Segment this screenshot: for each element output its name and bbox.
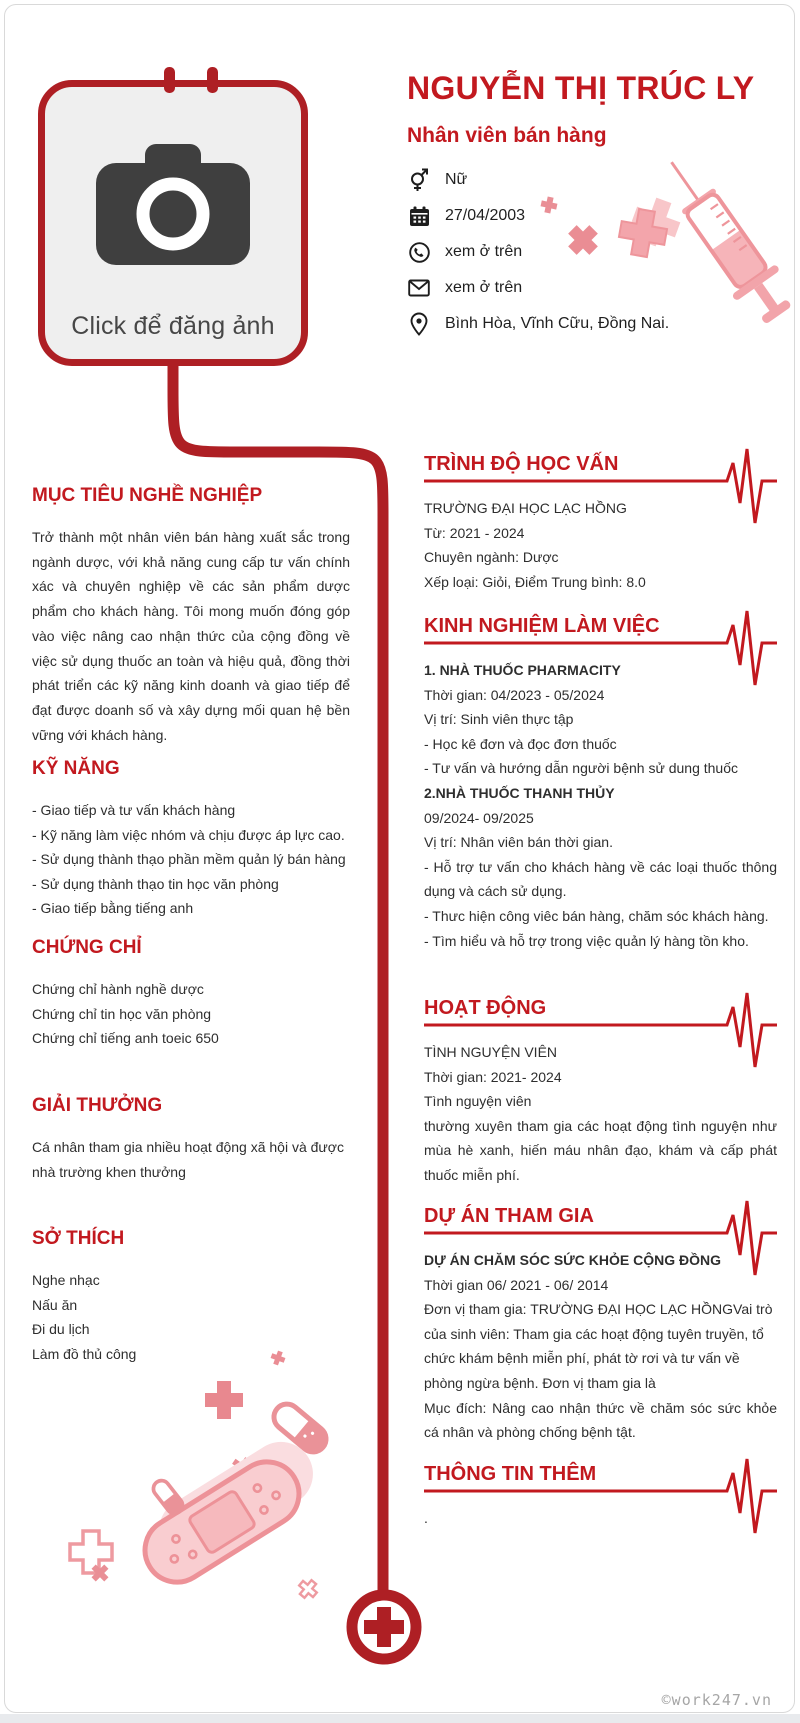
list-item: - Giao tiếp bằng tiếng anh bbox=[32, 900, 194, 916]
contact-phone: xem ở trên bbox=[408, 240, 669, 264]
list-item: Chứng chỉ tiếng anh toeic 650 bbox=[32, 1030, 219, 1046]
section-heading: DỰ ÁN THAM GIA bbox=[424, 1205, 594, 1227]
hobbies-list bbox=[32, 1268, 350, 1366]
section-experience bbox=[424, 614, 777, 953]
phone-icon bbox=[408, 240, 430, 264]
list-item: - Sử dụng thành thạo phần mềm quản lý bán hàng bbox=[32, 851, 346, 867]
certificates-list bbox=[32, 977, 350, 1051]
awards-text: Cá nhân tham gia nhiều hoạt động xã hội và được nhà trường khen thưởng bbox=[32, 1139, 344, 1180]
bag-tab bbox=[164, 67, 175, 93]
section-heading: GIẢI THƯỞNG bbox=[32, 1095, 163, 1116]
additional-text: . bbox=[424, 1510, 428, 1526]
project-purpose: Mục đích: Nâng cao nhận thức về chăm sóc sức khỏe cá nhân và phòng chống bệnh tật. bbox=[424, 1399, 777, 1441]
list-item: Làm đồ thủ công bbox=[32, 1345, 137, 1362]
list-item: - Kỹ năng làm việc nhóm và chịu được áp lực cao. bbox=[32, 826, 345, 843]
bag-tab bbox=[207, 67, 218, 93]
experience-line: Vị trí: Sinh viên thực tập bbox=[424, 711, 574, 728]
list-item: Chứng chỉ tin học văn phòng bbox=[32, 1005, 212, 1022]
experience-line: Thời gian: 04/2023 - 05/2024 bbox=[424, 686, 605, 703]
experience-title: 2.NHÀ THUỐC THANH THỦY bbox=[424, 784, 615, 801]
section-objective bbox=[32, 484, 350, 747]
section-skills bbox=[32, 757, 350, 921]
section-awards bbox=[32, 1094, 350, 1184]
activity-text: thường xuyên tham gia các hoạt động tình nguyện như mùa hè xanh, hiến máu nhân đạo, khám và cấp phát thuốc miễn phí. bbox=[424, 1117, 777, 1184]
education-major: Chuyên ngành: Dược bbox=[424, 549, 559, 566]
section-certificates bbox=[32, 936, 350, 1051]
ekg-line bbox=[424, 1195, 777, 1285]
activity-org: TÌNH NGUYỆN VIÊN bbox=[424, 1044, 558, 1060]
bottom-strip bbox=[0, 1714, 800, 1723]
contact-birthday: 27/04/2003 bbox=[408, 204, 669, 228]
education-time: Từ: 2021 - 2024 bbox=[424, 524, 525, 541]
section-additional bbox=[424, 1462, 777, 1531]
experience-line: - Tìm hiểu và hỗ trợ trong việc quản lý hàng tồn kho. bbox=[424, 932, 749, 949]
watermark: ©work247.vn bbox=[661, 1691, 772, 1709]
contact-list bbox=[408, 168, 669, 336]
education-school: TRƯỜNG ĐẠI HỌC LẠC HỒNG bbox=[424, 500, 627, 516]
camera-icon bbox=[88, 135, 258, 270]
list-item: Nấu ăn bbox=[32, 1296, 78, 1313]
project-time: Thời gian 06/ 2021 - 06/ 2014 bbox=[424, 1276, 609, 1293]
section-heading: KINH NGHIỆM LÀM VIỆC bbox=[424, 615, 660, 637]
experience-line: 09/2024- 09/2025 bbox=[424, 809, 534, 826]
skills-list bbox=[32, 798, 350, 921]
job-title: Nhân viên bán hàng bbox=[407, 124, 607, 147]
list-item: - Sử dụng thành thạo tin học văn phòng bbox=[32, 875, 279, 892]
project-body: Đơn vị tham gia: TRƯỜNG ĐẠI HỌC LẠC HỒNGVai trò của sinh viên: Tham gia các hoạt động tuyên truyền, tổ chức khám bệnh miễn phí, phát tờ rơi và tư vấn về phòng ngừa bệnh. Đơn vị tham gia là bbox=[424, 1301, 773, 1391]
contact-gender: Nữ bbox=[408, 168, 669, 192]
list-item: Nghe nhạc bbox=[32, 1272, 100, 1288]
section-heading: KỸ NĂNG bbox=[32, 758, 120, 779]
ekg-line bbox=[424, 443, 777, 533]
objective-text: Trở thành một nhân viên bán hàng xuất sắc trong ngành dược, với khả năng cung cấp tư vấn chính xác và chuyên nghiệp về các sản phẩm dược phẩm cho khách hàng. Tôi mong muốn đóng góp vào việc nâng cao nhận thức của cộng đồng về việc sử dụng thuốc an toàn và hiệu quả, đồng thời phát triển các kỹ năng kinh doanh và giao tiếp để đạt được doanh số và xây dựng mối quan hệ bền vững với khách hàng. bbox=[32, 529, 350, 743]
section-heading: CHỨNG CHỈ bbox=[32, 937, 142, 958]
experience-line: - Thưc hiện công viêc bán hàng, chăm sóc khách hàng. bbox=[424, 907, 769, 924]
project-title: DỰ ÁN CHĂM SÓC SỨC KHỎE CỘNG ĐỒNG bbox=[424, 1252, 722, 1268]
contact-address: Bình Hòa, Vĩnh Cữu, Đồng Nai. bbox=[408, 312, 669, 336]
candidate-name: NGUYỄN THỊ TRÚC LY bbox=[407, 70, 755, 106]
list-item: Đi du lịch bbox=[32, 1321, 90, 1337]
activity-role: Tình nguyện viên bbox=[424, 1093, 532, 1110]
experience-line: - Học kê đơn và đọc đơn thuốc bbox=[424, 735, 617, 752]
photo-upload-button[interactable] bbox=[38, 80, 308, 366]
experience-line: Vị trí: Nhân viên bán thời gian. bbox=[424, 834, 613, 851]
experience-line: - Hỗ trợ tư vấn cho khách hàng về các loại thuốc thông dụng và cách sử dụng. bbox=[424, 858, 777, 900]
section-activities bbox=[424, 996, 777, 1188]
calendar-icon bbox=[408, 204, 430, 228]
ekg-line bbox=[424, 1453, 777, 1543]
section-projects bbox=[424, 1204, 777, 1445]
list-item: Chứng chỉ hành nghề dược bbox=[32, 981, 204, 997]
list-item: - Giao tiếp và tư vấn khách hàng bbox=[32, 802, 236, 818]
gender-icon bbox=[408, 168, 430, 192]
location-icon bbox=[408, 312, 430, 336]
experience-title: 1. NHÀ THUỐC PHARMACITY bbox=[424, 662, 621, 678]
section-heading: MỤC TIÊU NGHỀ NGHIỆP bbox=[32, 485, 263, 506]
section-heading: THÔNG TIN THÊM bbox=[424, 1463, 597, 1485]
email-icon bbox=[408, 276, 430, 300]
ekg-line bbox=[424, 605, 777, 695]
section-education bbox=[424, 452, 777, 594]
section-heading: SỞ THÍCH bbox=[32, 1228, 125, 1249]
education-grade: Xếp loại: Giỏi, Điểm Trung bình: 8.0 bbox=[424, 573, 646, 590]
ekg-line bbox=[424, 987, 777, 1077]
photo-caption: Click để đăng ảnh bbox=[71, 312, 275, 340]
section-heading: TRÌNH ĐỘ HỌC VẤN bbox=[424, 453, 619, 475]
contact-email: xem ở trên bbox=[408, 276, 669, 300]
section-hobbies bbox=[32, 1227, 350, 1366]
activity-time: Thời gian: 2021- 2024 bbox=[424, 1068, 562, 1085]
section-heading: HOẠT ĐỘNG bbox=[424, 997, 547, 1019]
experience-line: - Tư vấn và hướng dẫn người bệnh sử dung thuốc bbox=[424, 760, 739, 777]
